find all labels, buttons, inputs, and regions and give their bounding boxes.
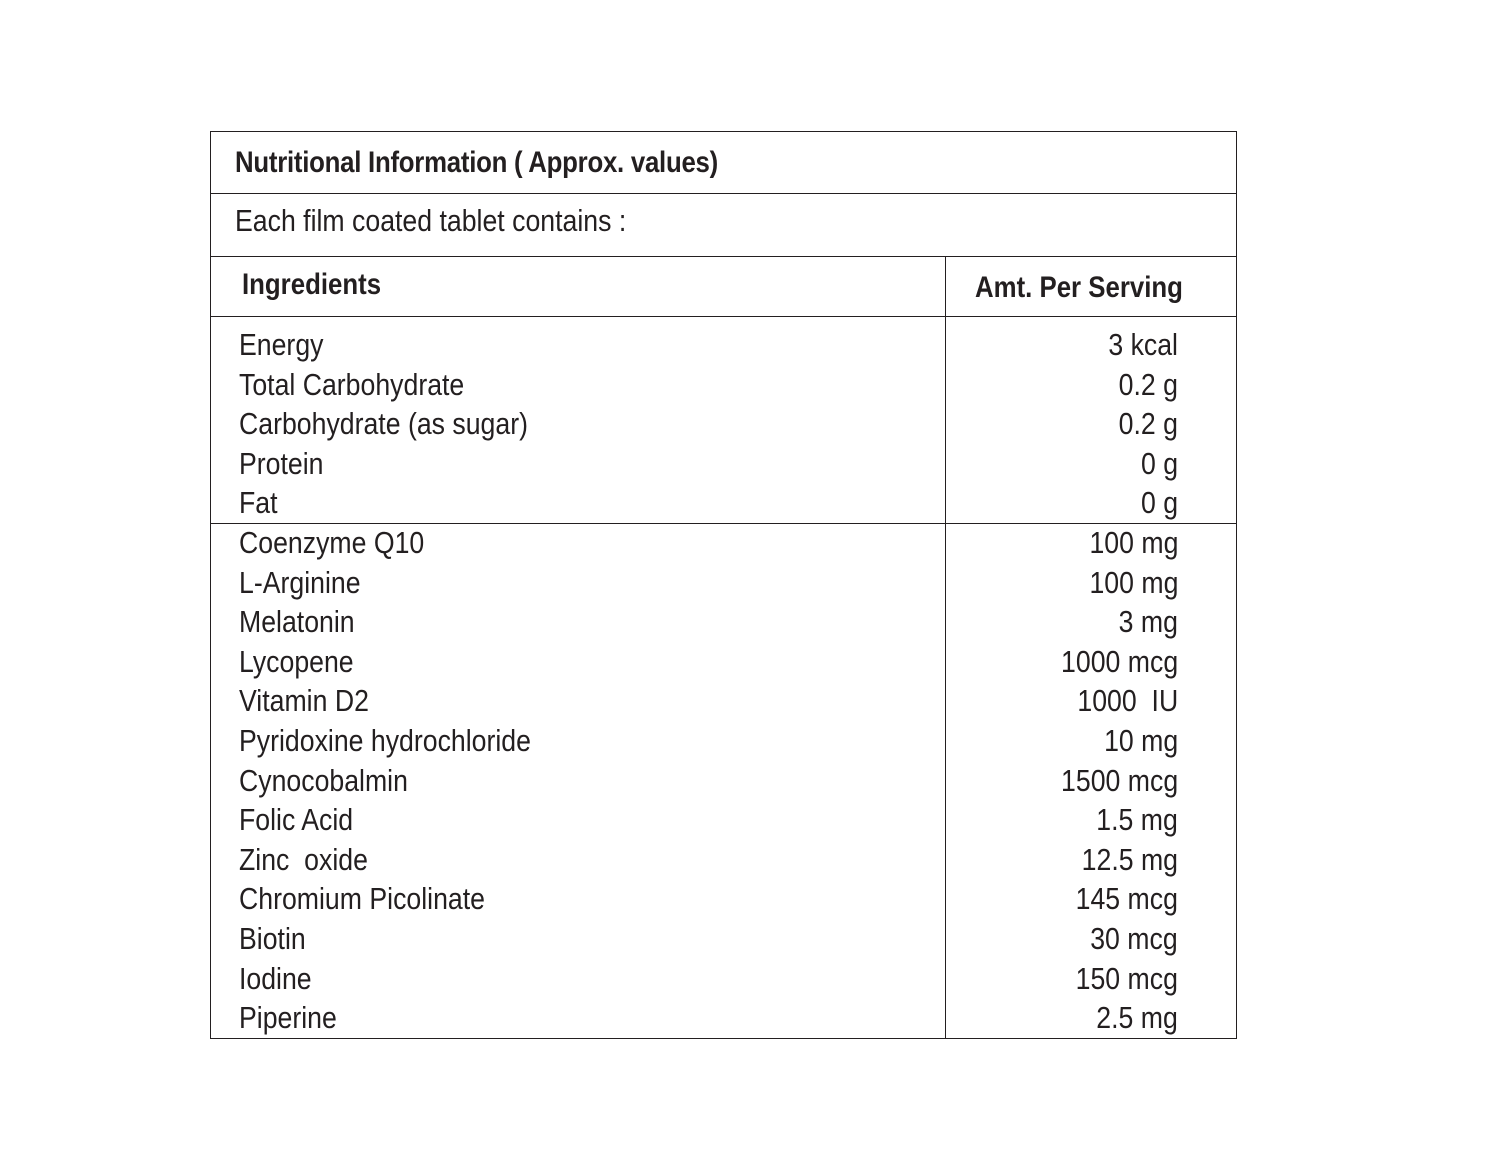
table-row — [211, 761, 1236, 801]
column-header-ingredients: Ingredients — [242, 268, 382, 301]
table-body — [211, 325, 1236, 1038]
table-row — [211, 444, 1236, 484]
ingredient-name: Cynocobalmin — [239, 762, 408, 798]
table-title: Nutritional Information ( Approx. values) — [235, 146, 718, 179]
ingredient-amount: 150 mcg — [1075, 960, 1178, 996]
ingredient-name: Pyridoxine hydrochloride — [239, 722, 531, 758]
table-row — [211, 563, 1236, 603]
ingredient-name: Vitamin D2 — [239, 683, 369, 719]
ingredient-name: Iodine — [239, 960, 312, 996]
subtitle-row — [211, 194, 1236, 257]
table-row — [211, 879, 1236, 919]
table-row — [211, 721, 1236, 761]
ingredient-amount: 145 mcg — [1075, 881, 1178, 917]
ingredient-amount: 1000 mcg — [1060, 643, 1178, 679]
table-row — [211, 800, 1236, 840]
ingredient-name: Chromium Picolinate — [239, 881, 485, 917]
ingredient-name: Fat — [239, 485, 278, 521]
ingredient-amount: 100 mg — [1089, 524, 1178, 560]
ingredient-name: Energy — [239, 327, 324, 362]
header-row — [211, 257, 1236, 317]
table-row — [211, 483, 1236, 523]
ingredient-amount: 30 mcg — [1090, 920, 1178, 956]
ingredient-name: L-Arginine — [239, 564, 361, 600]
table-row — [211, 998, 1236, 1038]
ingredient-amount: 0 g — [1140, 445, 1178, 481]
ingredient-amount: 3 mg — [1118, 604, 1178, 640]
table-row — [211, 523, 1236, 563]
ingredient-name: Piperine — [239, 1000, 337, 1036]
ingredient-amount: 0.2 g — [1118, 366, 1178, 402]
table-row — [211, 840, 1236, 880]
table-row — [211, 602, 1236, 642]
ingredient-name: Biotin — [239, 920, 306, 956]
ingredient-amount: 12.5 mg — [1081, 841, 1178, 877]
table-row — [211, 681, 1236, 721]
table-row — [211, 404, 1236, 444]
ingredient-name: Carbohydrate (as sugar) — [239, 406, 528, 442]
ingredient-name: Zinc oxide — [239, 841, 368, 877]
ingredient-name: Total Carbohydrate — [239, 366, 465, 402]
table-row — [211, 325, 1236, 365]
ingredient-amount: 0.2 g — [1118, 406, 1178, 442]
title-row — [211, 132, 1236, 194]
ingredient-name: Coenzyme Q10 — [239, 524, 425, 560]
table-row — [211, 959, 1236, 999]
table-subtitle: Each film coated tablet contains : — [235, 203, 627, 238]
ingredient-amount: 3 kcal — [1108, 327, 1178, 362]
ingredient-name: Protein — [239, 445, 324, 481]
ingredient-amount: 1500 mcg — [1060, 762, 1178, 798]
ingredient-name: Lycopene — [239, 643, 354, 679]
table-row — [211, 919, 1236, 959]
nutrition-table — [210, 131, 1237, 1039]
ingredient-amount: 0 g — [1140, 485, 1178, 521]
ingredient-amount: 100 mg — [1089, 564, 1178, 600]
ingredient-name: Folic Acid — [239, 802, 354, 838]
ingredient-amount: 10 mg — [1103, 722, 1178, 758]
table-row — [211, 365, 1236, 405]
column-header-amount: Amt. Per Serving — [975, 271, 1183, 304]
ingredient-amount: 1000 IU — [1077, 683, 1178, 719]
ingredient-amount: 2.5 mg — [1096, 1000, 1178, 1036]
ingredient-name: Melatonin — [239, 604, 355, 640]
table-row — [211, 642, 1236, 682]
ingredient-amount: 1.5 mg — [1096, 802, 1178, 838]
